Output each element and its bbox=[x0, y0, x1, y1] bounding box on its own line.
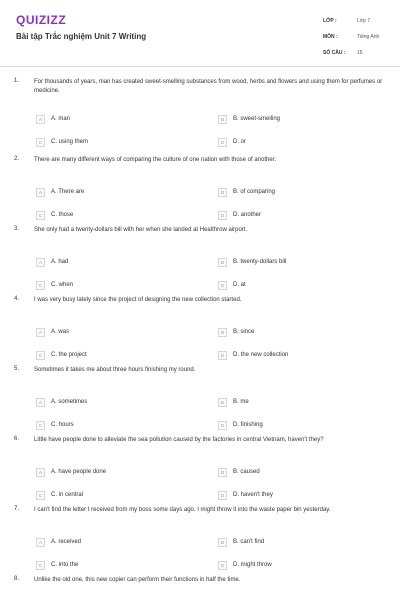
option-letter-box: A bbox=[36, 468, 45, 477]
answer-option-b[interactable] bbox=[218, 327, 254, 337]
option-letter-box: C bbox=[36, 561, 45, 570]
option-letter-box: D bbox=[218, 561, 227, 570]
option-text: A. was bbox=[51, 329, 70, 335]
meta-label: LỚP : bbox=[323, 18, 337, 24]
answer-option-a[interactable] bbox=[36, 327, 69, 337]
answer-option-c[interactable] bbox=[36, 137, 88, 147]
option-letter-box: A bbox=[36, 188, 45, 197]
question-text: Unlike the old one, this new copier can perform their functions in half the time. bbox=[34, 577, 241, 583]
option-letter-box: A bbox=[36, 538, 45, 547]
answer-option-a[interactable] bbox=[36, 187, 84, 197]
question-text: I can't find the letter I received from my boss some days ago. I might throw it into the waste paper bin yesterday. bbox=[34, 507, 331, 513]
option-letter-box: A bbox=[36, 258, 45, 267]
option-text: A. man bbox=[51, 116, 71, 122]
option-letter-box: B bbox=[218, 538, 227, 547]
answer-option-b[interactable] bbox=[218, 537, 264, 547]
option-text: C. when bbox=[51, 282, 74, 288]
option-text: B. caused bbox=[233, 469, 260, 475]
option-letter-box: B bbox=[218, 258, 227, 267]
worksheet-meta bbox=[323, 13, 393, 61]
option-text: C. in central bbox=[51, 492, 84, 498]
option-letter-box: C bbox=[36, 491, 45, 500]
header-divider bbox=[0, 66, 400, 67]
meta-value: Tiếng Anh bbox=[357, 34, 380, 40]
option-letter-box: B bbox=[218, 115, 227, 124]
meta-row-subject bbox=[323, 29, 393, 45]
option-text: D. might throw bbox=[233, 562, 272, 568]
option-text: D. haven't they bbox=[233, 492, 273, 498]
option-letter-box: B bbox=[218, 328, 227, 337]
answer-option-d[interactable] bbox=[218, 560, 272, 570]
answer-option-a[interactable] bbox=[36, 114, 70, 124]
option-text: C. those bbox=[51, 212, 74, 218]
option-letter-box: D bbox=[218, 491, 227, 500]
option-text: C. into the bbox=[51, 562, 79, 568]
question-text: There are many different ways of comparing the culture of one nation with those of another. bbox=[34, 157, 277, 163]
option-text: D. another bbox=[233, 212, 262, 218]
answer-option-b[interactable] bbox=[218, 467, 260, 477]
option-text: A. have people done bbox=[51, 469, 107, 475]
option-text: B. sweet-smelling bbox=[233, 116, 281, 122]
option-text: B. since bbox=[233, 329, 255, 335]
answer-option-b[interactable] bbox=[218, 257, 286, 267]
option-letter-box: D bbox=[218, 211, 227, 220]
question-number: 4. bbox=[14, 296, 20, 302]
answer-option-b[interactable] bbox=[218, 114, 280, 124]
answer-option-a[interactable] bbox=[36, 467, 106, 477]
option-letter-box: C bbox=[36, 281, 45, 290]
answer-option-d[interactable] bbox=[218, 350, 288, 360]
answer-option-c[interactable] bbox=[36, 490, 83, 500]
answer-option-d[interactable] bbox=[218, 137, 246, 147]
answer-option-c[interactable] bbox=[36, 280, 73, 290]
option-letter-box: B bbox=[218, 398, 227, 407]
option-letter-box: D bbox=[218, 138, 227, 147]
option-letter-box: A bbox=[36, 398, 45, 407]
option-text: A. received bbox=[51, 539, 82, 545]
option-letter-box: D bbox=[218, 421, 227, 430]
option-text: B. twenty-dollars bill bbox=[233, 259, 287, 265]
answer-option-c[interactable] bbox=[36, 350, 87, 360]
option-letter-box: B bbox=[218, 468, 227, 477]
question-number: 6. bbox=[14, 436, 20, 442]
question-text: For thousands of years, man has created sweet-smelling substances from wood, herbs and flowers and using them for perfumes or medicine. bbox=[34, 79, 383, 94]
question-number: 5. bbox=[14, 366, 20, 372]
answer-option-d[interactable] bbox=[218, 280, 246, 290]
meta-row-class bbox=[323, 13, 393, 29]
option-text: C. the project bbox=[51, 352, 87, 358]
answer-option-d[interactable] bbox=[218, 420, 263, 430]
option-text: B. me bbox=[233, 399, 249, 405]
option-text: D. finishing bbox=[233, 422, 263, 428]
answer-option-d[interactable] bbox=[218, 210, 261, 220]
option-text: D. at bbox=[233, 282, 246, 288]
option-text: A. There are bbox=[51, 189, 85, 195]
answer-option-c[interactable] bbox=[36, 420, 74, 430]
answer-option-d[interactable] bbox=[218, 490, 273, 500]
option-text: C. using them bbox=[51, 139, 89, 145]
option-letter-box: A bbox=[36, 328, 45, 337]
answer-option-b[interactable] bbox=[218, 397, 249, 407]
option-text: D. or bbox=[233, 139, 247, 145]
meta-label: MÔN : bbox=[323, 34, 338, 40]
answer-option-a[interactable] bbox=[36, 397, 87, 407]
meta-row-question-count bbox=[323, 45, 393, 61]
answer-option-a[interactable] bbox=[36, 257, 68, 267]
option-letter-box: C bbox=[36, 351, 45, 360]
quizizz-logo: QUIZIZZ bbox=[16, 13, 67, 27]
option-text: C. hours bbox=[51, 422, 74, 428]
question-number: 7. bbox=[14, 506, 20, 512]
option-letter-box: C bbox=[36, 421, 45, 430]
option-text: A. had bbox=[51, 259, 69, 265]
option-letter-box: D bbox=[218, 281, 227, 290]
meta-value: Lớp 7 bbox=[357, 18, 371, 24]
option-letter-box: B bbox=[218, 188, 227, 197]
option-text: B. of comparing bbox=[233, 189, 276, 195]
meta-label: SỐ CÂU : bbox=[323, 50, 346, 56]
question-text: Sometimes it takes me about three hours finishing my round. bbox=[34, 367, 196, 373]
question-text: She only had a twenty-dollars bill with her when she landed at Healthrow airport. bbox=[34, 227, 248, 233]
question-number: 3. bbox=[14, 226, 20, 232]
question-number: 1. bbox=[14, 78, 20, 84]
answer-option-b[interactable] bbox=[218, 187, 275, 197]
question-text: I was very busy lately since the project of designing the new collection started. bbox=[34, 297, 242, 303]
worksheet-header bbox=[0, 0, 400, 64]
option-letter-box: C bbox=[36, 211, 45, 220]
question-text: Little have people done to alleviate the sea pollution caused by the factories in central Vietnam, haven't they? bbox=[34, 437, 324, 443]
question-number: 2. bbox=[14, 156, 20, 162]
question-number: 8. bbox=[14, 576, 20, 582]
answer-option-c[interactable] bbox=[36, 560, 78, 570]
meta-value: 15 bbox=[357, 50, 363, 56]
option-text: D. the new collection bbox=[233, 352, 289, 358]
option-letter-box: D bbox=[218, 351, 227, 360]
option-letter-box: A bbox=[36, 115, 45, 124]
option-letter-box: C bbox=[36, 138, 45, 147]
answer-option-c[interactable] bbox=[36, 210, 73, 220]
option-text: B. can't find bbox=[233, 539, 265, 545]
answer-option-a[interactable] bbox=[36, 537, 81, 547]
worksheet-title: Bài tập Trắc nghiệm Unit 7 Writing bbox=[16, 32, 147, 41]
option-text: A. sometimes bbox=[51, 399, 88, 405]
